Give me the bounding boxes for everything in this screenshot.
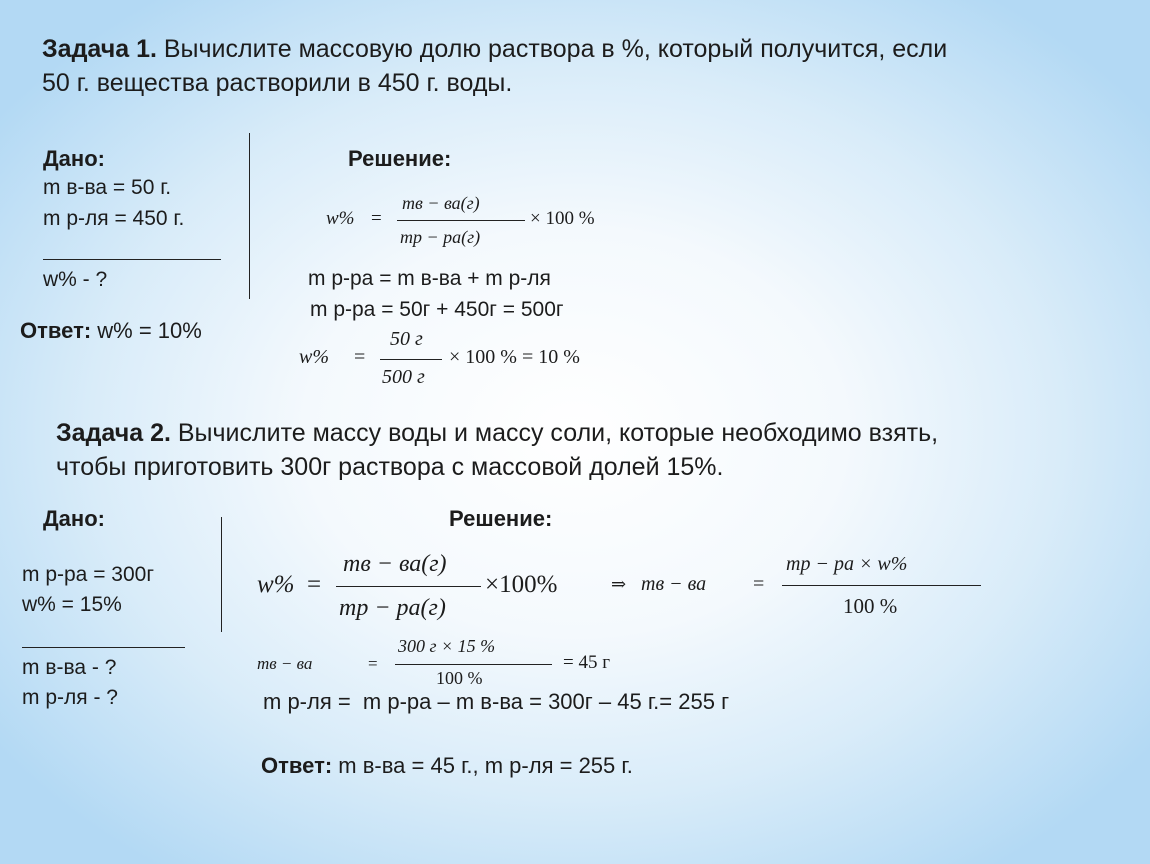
task1-given-label: Дано: <box>43 146 105 171</box>
task2-calc-lhs: mв − ва <box>257 654 313 673</box>
task1-calc-lhs: w% <box>299 346 329 368</box>
task2-answer-label: Ответ: <box>261 753 333 778</box>
task1-formula-lhs: w% <box>326 208 355 229</box>
task2-solution-label: Решение: <box>449 506 553 531</box>
task2-derived-fraction-bar <box>782 585 981 586</box>
task1-calc-denominator: 500 г <box>382 366 425 388</box>
task2-calc-denominator: 100 % <box>436 668 483 688</box>
task2-formula-times: ×100% <box>485 571 558 598</box>
task1-formula-numerator: mв − ва(г) <box>402 193 480 213</box>
task2-derived-numerator: mр − ра × w% <box>786 553 908 575</box>
task2-calc-result: = 45 г <box>563 652 611 673</box>
task2-formula-eq: = <box>307 571 322 598</box>
task1-given-item: m р-ля = 450 г. <box>43 207 185 230</box>
task2-derived-denominator: 100 % <box>843 594 898 618</box>
task2-formula-denominator: mр − ра(г) <box>339 595 446 621</box>
task1-answer-label: Ответ: <box>20 318 92 343</box>
task1-find: w% - ? <box>43 268 108 291</box>
task2-given-item: w% = 15% <box>22 593 122 616</box>
task1-formula-times: × 100 % <box>530 208 595 229</box>
task2-calc-eq: = <box>368 654 378 673</box>
task1-text-line2: 50 г. вещества растворили в 450 г. воды. <box>42 69 513 97</box>
task2-implies-arrow: ⇒ <box>611 574 627 594</box>
task2-vertical-divider <box>221 517 222 632</box>
task2-formula-numerator: mв − ва(г) <box>343 551 447 577</box>
task2-calc-numerator: 300 г × 15 % <box>398 636 496 656</box>
task1-number: Задача 1. <box>42 35 157 63</box>
task2-statement <box>56 416 938 484</box>
task2-text-line2: чтобы приготовить 300г раствора с массовой долей 15%. <box>56 453 724 481</box>
task1-calc-fraction-bar <box>380 359 442 360</box>
task1-solution-label: Решение: <box>348 146 452 171</box>
task1-text-line1: Вычислите массовую долю раствора в %, который получится, если <box>156 35 948 63</box>
task2-answer <box>261 753 633 779</box>
task2-derived-eq: = <box>753 573 765 595</box>
task2-formula-lhs: w% <box>257 571 295 598</box>
task2-number: Задача 2. <box>56 419 171 447</box>
task2-text-line1: Вычислите массу воды и массу соли, которые необходимо взять, <box>170 419 939 447</box>
task1-calc-eq: = <box>354 346 366 368</box>
task2-derived-lhs: mв − ва <box>641 573 707 595</box>
task1-answer <box>20 318 202 344</box>
task2-given-label: Дано: <box>43 506 105 531</box>
task1-calc-numerator: 50 г <box>390 328 423 350</box>
task1-formula-eq: = <box>371 208 382 229</box>
task2-find-item: m р-ля - ? <box>22 686 118 709</box>
task2-given-item: m р-ра = 300г <box>22 563 154 586</box>
task1-vertical-divider <box>249 133 250 299</box>
task2-given-divider <box>22 647 185 648</box>
task1-step2: m р-ра = 50г + 450г = 500г <box>310 298 564 321</box>
task1-step1: m р-ра = m в-ва + m р-ля <box>308 267 551 290</box>
task2-find-item: m в-ва - ? <box>22 656 117 679</box>
task1-given-divider <box>43 259 221 260</box>
task1-statement <box>42 32 947 100</box>
task2-answer-value: m в-ва = 45 г., m р-ля = 255 г. <box>332 753 633 778</box>
task2-calc-fraction-bar <box>395 664 552 665</box>
task2-step: m р-ля = m р-ра – m в-ва = 300г – 45 г.= 255 г <box>263 689 730 714</box>
task1-formula-denominator: mр − ра(г) <box>400 227 481 247</box>
task1-given-item: m в-ва = 50 г. <box>43 176 172 199</box>
task1-calc-rest: × 100 % = 10 % <box>449 346 580 368</box>
task1-answer-value: w% = 10% <box>91 318 202 343</box>
task2-formula-fraction-bar <box>336 586 481 587</box>
task1-formula-fraction-bar <box>397 220 525 221</box>
